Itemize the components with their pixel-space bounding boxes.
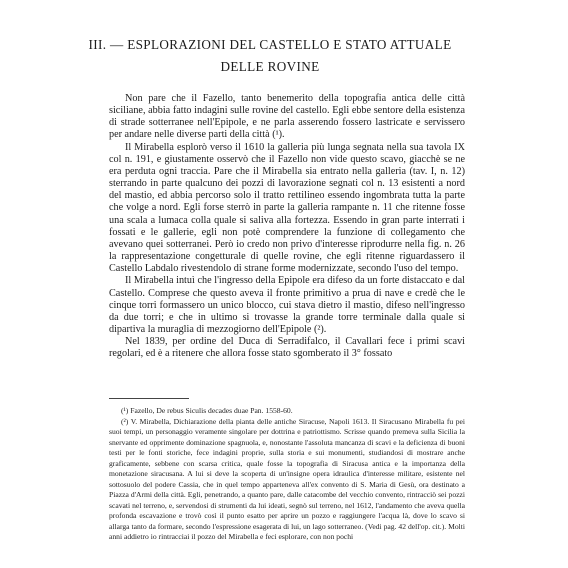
paragraph-4: Nel 1839, per ordine del Duca di Serradifalco, il Cavallari fece i primi scavi regolari, ed è a ritenere che allora fosse stato sgomberato il 3° fossato xyxy=(109,336,465,360)
paragraph-2: Il Mirabella esplorò verso il 1610 la galleria più lunga segnata nella sua tavola IX col n. 191, e giustamente osservò che il Fazello non vide questo scavo, giacchè se ne era perduta ogni traccia. Pare che il Mirabella sia entrato nella galleria (tav. I, n. 12) sterrando in parte qualcuno dei pozzi di lavorazione segnati col n. 13 esistenti a nord del mastio, ed abbia percorso solo il tratto rettilineo essendo ingombrata tutta la parte che volge a nord. Egli forse sterrò in parte la galleria rampante n. 11 che ritenne fosse una scala a lumaca colla quale si saliva alla fortezza. Essendo in gran parte interrati i fossati e le gallerie, egli non potè comprendere la funzione di collegamento che avevano quei sotterranei. Però io credo non privo d'interesse riprodurre nella fig. n. 26 la rappresentazione congetturale di quelle rovine, che egli ritenne riguardassero il Castello Labdalo rivestendolo di strane forme modernizzate, secondo l'uso del tempo. xyxy=(109,141,465,275)
footnote-divider xyxy=(109,398,189,399)
chapter-heading xyxy=(60,34,480,78)
footnote-1: (¹) Fazello, De rebus Siculis decades duae Pan. 1558-60. xyxy=(121,406,293,415)
footnote-2: (²) V. Mirabella, Dichiarazione della pianta delle antiche Siracuse, Napoli 1613. Il Siracusano Mirabella fu pei suoi tempi, un personaggio veramente singolare per dottrina e patriottismo. Scrisse quando premeva sulla Sicilia la snervante ed opprimente dominazione spagnuola, e, nonostante l'assoluta mancanza di scavi e la deficienza di buoni testi per le fonti storiche, fece indagini proprie, sulla storia e sui monumenti, studiandosi di mostrare anche graficamente, sebbene con scarsa critica, quale fosse la topografia di Siracusa antica e la importanza della monetazione siracusana. A lui si deve la scoperta di un'insigne opera idraulica d'interesse militare, esistente nel sottosuolo del podere Cassia, che in quel tempo apparteneva all'ex convento di S. Maria di Gesù, ora destinato a Piazza d'Armi della città. Egli, penetrando, a quanto pare, dalle catacombe del vecchio convento, rintracciò sei pozzi scavati nel terreno, e, servendosi di strumenti da lui ideati, segnò sul terreno, nel 1612, l'andamento che aveva quella profonda escavazione e trovò così il punto esatto per aprire un pozzo e raggiungere l'acqua là, dove lo scavo si allarga tanto da formare, secondo l'espressione esagerata di lui, un lago sotterraneo. (Vedi pag. 42 dell'op. cit.). Molti anni addietro io rintracciai il pozzo del Mirabella e feci esplorare, con non pochi xyxy=(109,416,465,541)
footnotes xyxy=(109,406,465,543)
body-text xyxy=(109,93,465,360)
chapter-heading-line-1: III. — ESPLORAZIONI DEL CASTELLO E STATO ATTUALE xyxy=(88,37,452,52)
paragraph-1: Non pare che il Fazello, tanto benemerito della topografia antica delle città siciliane, abbia fatto indagini sulle rovine del castello. Egli ebbe sentore della esistenza di strade sotterranee nell'Epipole, e ne parla asserendo fossero lastricate e servissero per andare nelle diverse parti della città (¹). xyxy=(109,93,465,141)
paragraph-3: Il Mirabella intuì che l'ingresso della Epipole era difeso da un forte distaccato e dal Castello. Comprese che questo aveva il fronte primitivo a prua di nave e credè che le cinque torri formassero un unico blocco, cui stava dietro il mastio, difeso nell'ingresso da due torri; e che in ultimo si trovasse la grande torre terminale dalla quale si dipartiva la muraglia di mezzogiorno dell'Epipole (²). xyxy=(109,275,465,335)
chapter-heading-line-2: DELLE ROVINE xyxy=(220,59,320,74)
